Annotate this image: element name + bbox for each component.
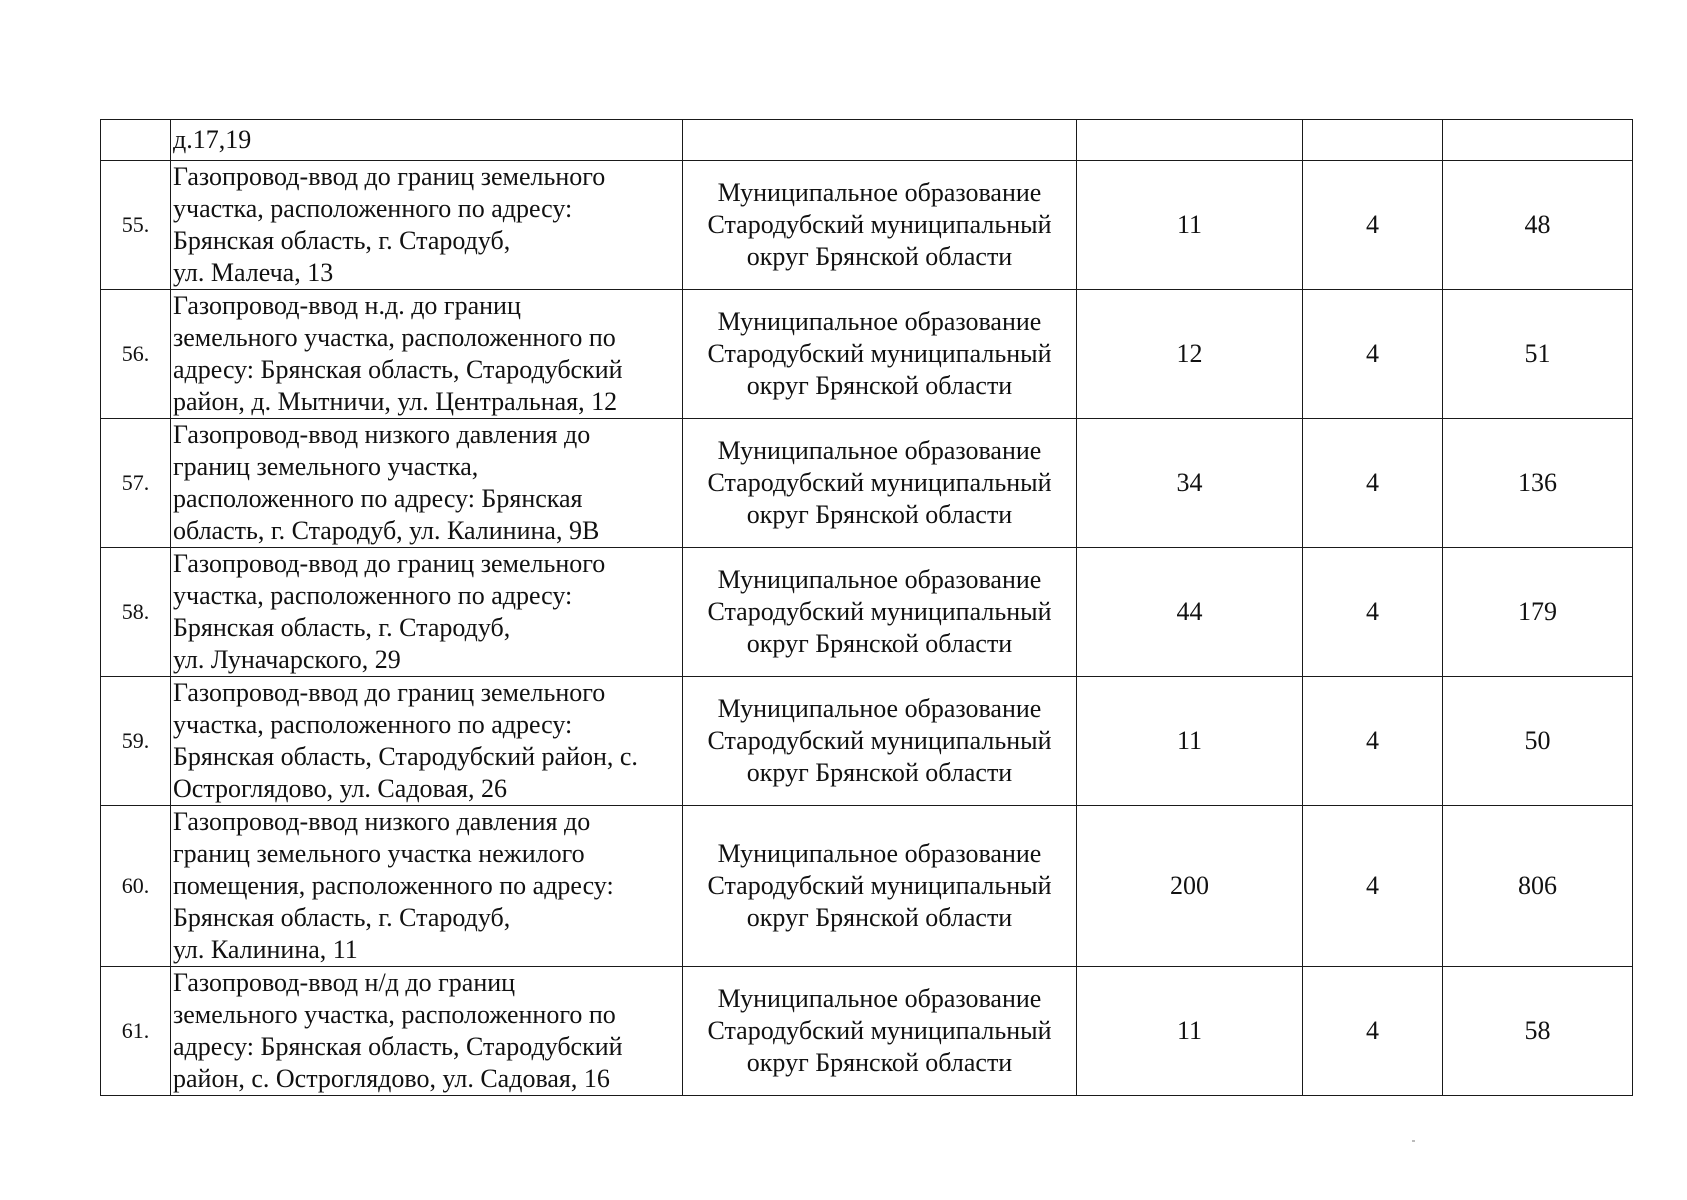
owner-cell (683, 120, 1077, 161)
description-line: участка, расположенного по адресу: (173, 710, 573, 739)
description-line: помещения, расположенного по адресу: (173, 871, 614, 900)
object-description (171, 290, 683, 419)
table-row (101, 967, 1633, 1096)
owner-line: округ Брянской области (746, 758, 1013, 787)
value-cell: 179 (1443, 548, 1633, 677)
row-number: 58. (101, 548, 171, 677)
row-number: 60. (101, 806, 171, 967)
owner-cell (683, 419, 1077, 548)
registry-table (100, 119, 1633, 1096)
owner-cell (683, 677, 1077, 806)
length-cell: 11 (1077, 967, 1303, 1096)
depth-cell: 4 (1303, 548, 1443, 677)
depth-cell: 4 (1303, 806, 1443, 967)
object-description (171, 806, 683, 967)
depth-cell: 4 (1303, 419, 1443, 548)
owner-cell (683, 967, 1077, 1096)
description-line: ул. Малеча, 13 (173, 258, 334, 287)
table-row (101, 419, 1633, 548)
owner-line: округ Брянской области (746, 371, 1013, 400)
description-line: земельного участка, расположенного по (173, 1000, 616, 1029)
length-cell: 11 (1077, 161, 1303, 290)
owner-line: Муниципальное образование (717, 839, 1042, 868)
depth-cell: 4 (1303, 290, 1443, 419)
owner-line: округ Брянской области (746, 242, 1013, 271)
table-row-continuation (101, 120, 1633, 161)
description-line: Брянская область, г. Стародуб, (173, 613, 511, 642)
row-number: 55. (101, 161, 171, 290)
owner-line: Стародубский муниципальный (707, 210, 1052, 239)
description-line: ул. Луначарского, 29 (173, 645, 401, 674)
description-line: границ земельного участка нежилого (173, 839, 585, 868)
table-row (101, 677, 1633, 806)
owner-line: округ Брянской области (746, 629, 1013, 658)
depth-cell (1303, 120, 1443, 161)
description-line: адресу: Брянская область, Стародубский (173, 355, 623, 384)
depth-cell: 4 (1303, 967, 1443, 1096)
description-line: район, с. Остроглядово, ул. Садовая, 16 (173, 1064, 610, 1093)
object-description (171, 161, 683, 290)
owner-line: Стародубский муниципальный (707, 339, 1052, 368)
value-cell: 51 (1443, 290, 1633, 419)
object-description (171, 967, 683, 1096)
description-line: земельного участка, расположенного по (173, 323, 616, 352)
table-row (101, 161, 1633, 290)
length-cell: 34 (1077, 419, 1303, 548)
owner-line: Стародубский муниципальный (707, 871, 1052, 900)
description-line: Газопровод-ввод н.д. до границ (173, 291, 521, 320)
owner-cell (683, 161, 1077, 290)
table-row (101, 548, 1633, 677)
registry-table-body (101, 120, 1633, 1096)
description-line: область, г. Стародуб, ул. Калинина, 9В (173, 516, 600, 545)
description-line: адресу: Брянская область, Стародубский (173, 1032, 623, 1061)
scan-speck (1412, 1140, 1415, 1142)
length-cell: 44 (1077, 548, 1303, 677)
description-line: Газопровод-ввод н/д до границ (173, 968, 516, 997)
value-cell: 136 (1443, 419, 1633, 548)
description-line: Газопровод-ввод до границ земельного (173, 678, 606, 707)
length-cell: 200 (1077, 806, 1303, 967)
depth-cell: 4 (1303, 677, 1443, 806)
description-line: район, д. Мытничи, ул. Центральная, 12 (173, 387, 618, 416)
value-cell: 58 (1443, 967, 1633, 1096)
owner-line: Стародубский муниципальный (707, 468, 1052, 497)
owner-line: Муниципальное образование (717, 307, 1042, 336)
row-number (101, 120, 171, 161)
owner-line: округ Брянской области (746, 1048, 1013, 1077)
description-line: расположенного по адресу: Брянская (173, 484, 583, 513)
owner-line: Муниципальное образование (717, 565, 1042, 594)
row-number: 57. (101, 419, 171, 548)
table-row (101, 806, 1633, 967)
description-line: Брянская область, г. Стародуб, (173, 903, 511, 932)
description-line: Газопровод-ввод низкого давления до (173, 420, 591, 449)
depth-cell: 4 (1303, 161, 1443, 290)
owner-line: Муниципальное образование (717, 178, 1042, 207)
length-cell: 11 (1077, 677, 1303, 806)
length-cell: 12 (1077, 290, 1303, 419)
description-line: Остроглядово, ул. Садовая, 26 (173, 774, 507, 803)
owner-line: округ Брянской области (746, 903, 1013, 932)
row-number: 61. (101, 967, 171, 1096)
description-line: Газопровод-ввод до границ земельного (173, 162, 606, 191)
owner-line: Стародубский муниципальный (707, 597, 1052, 626)
owner-cell (683, 548, 1077, 677)
object-description (171, 120, 683, 161)
owner-cell (683, 290, 1077, 419)
owner-line: Стародубский муниципальный (707, 1016, 1052, 1045)
owner-cell (683, 806, 1077, 967)
value-cell (1443, 120, 1633, 161)
description-line: д.17,19 (173, 125, 252, 154)
owner-line: Муниципальное образование (717, 436, 1042, 465)
description-line: Брянская область, Стародубский район, с. (173, 742, 638, 771)
row-number: 59. (101, 677, 171, 806)
length-cell (1077, 120, 1303, 161)
value-cell: 806 (1443, 806, 1633, 967)
table-row (101, 290, 1633, 419)
description-line: границ земельного участка, (173, 452, 479, 481)
object-description (171, 548, 683, 677)
object-description (171, 419, 683, 548)
value-cell: 48 (1443, 161, 1633, 290)
owner-line: округ Брянской области (746, 500, 1013, 529)
description-line: Брянская область, г. Стародуб, (173, 226, 511, 255)
owner-line: Муниципальное образование (717, 694, 1042, 723)
object-description (171, 677, 683, 806)
description-line: ул. Калинина, 11 (173, 935, 358, 964)
description-line: участка, расположенного по адресу: (173, 581, 573, 610)
description-line: участка, расположенного по адресу: (173, 194, 573, 223)
owner-line: Стародубский муниципальный (707, 726, 1052, 755)
description-line: Газопровод-ввод до границ земельного (173, 549, 606, 578)
row-number: 56. (101, 290, 171, 419)
value-cell: 50 (1443, 677, 1633, 806)
owner-line: Муниципальное образование (717, 984, 1042, 1013)
description-line: Газопровод-ввод низкого давления до (173, 807, 591, 836)
